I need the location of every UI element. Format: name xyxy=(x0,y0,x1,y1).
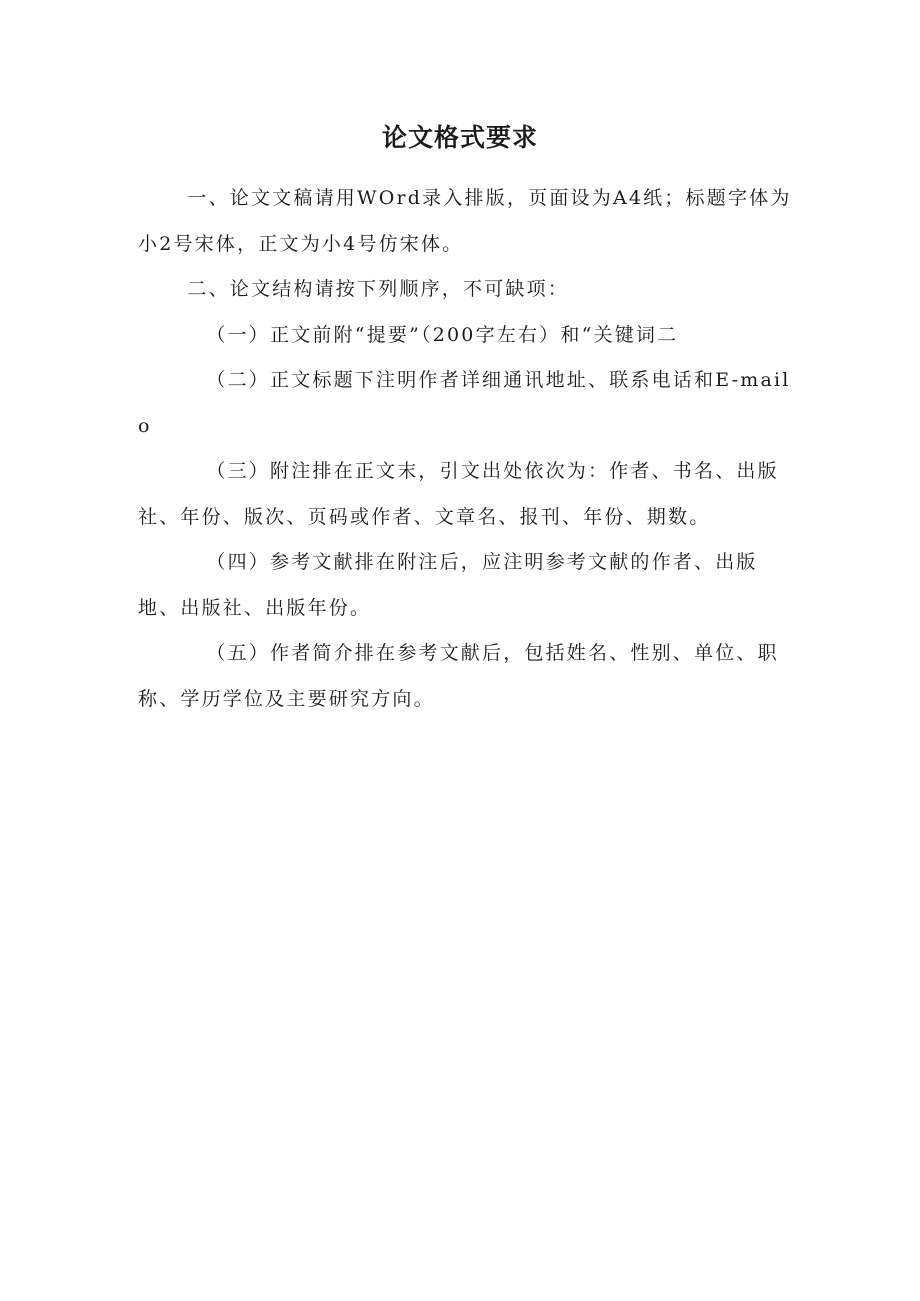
paragraph-item-references: （四）参考文献排在附注后，应注明参考文献的作者、出版地、出版社、出版年份。 xyxy=(138,551,758,619)
paragraph-item-author-contact: （二）正文标题下注明作者详细通讯地址、联系电话和E-mailo xyxy=(138,369,791,437)
paragraph-item-notes: （三）附注排在正文末，引文出处依次为：作者、书名、出版社、年份、版次、页码或作者、文章名、报刊、年份、期数。 xyxy=(138,460,779,528)
paragraph-item-author-bio: （五）作者简介排在参考文献后，包括姓名、性别、单位、职称、学历学位及主要研究方向。 xyxy=(138,642,779,710)
paragraph-structure-intro: 二、论文结构请按下列顺序，不可缺项： xyxy=(187,278,569,300)
paragraph-item-abstract: （一）正文前附“提要”（200字左右）和“关键词二 xyxy=(206,323,679,346)
document-body xyxy=(138,176,798,722)
page-title: 论文格式要求 xyxy=(381,123,538,152)
paragraph-format-requirements: 一、论文文稿请用WOrd录入排版，页面设为A4纸；标题字体为小2号宋体，正文为小4号仿宋体。 xyxy=(138,187,792,255)
